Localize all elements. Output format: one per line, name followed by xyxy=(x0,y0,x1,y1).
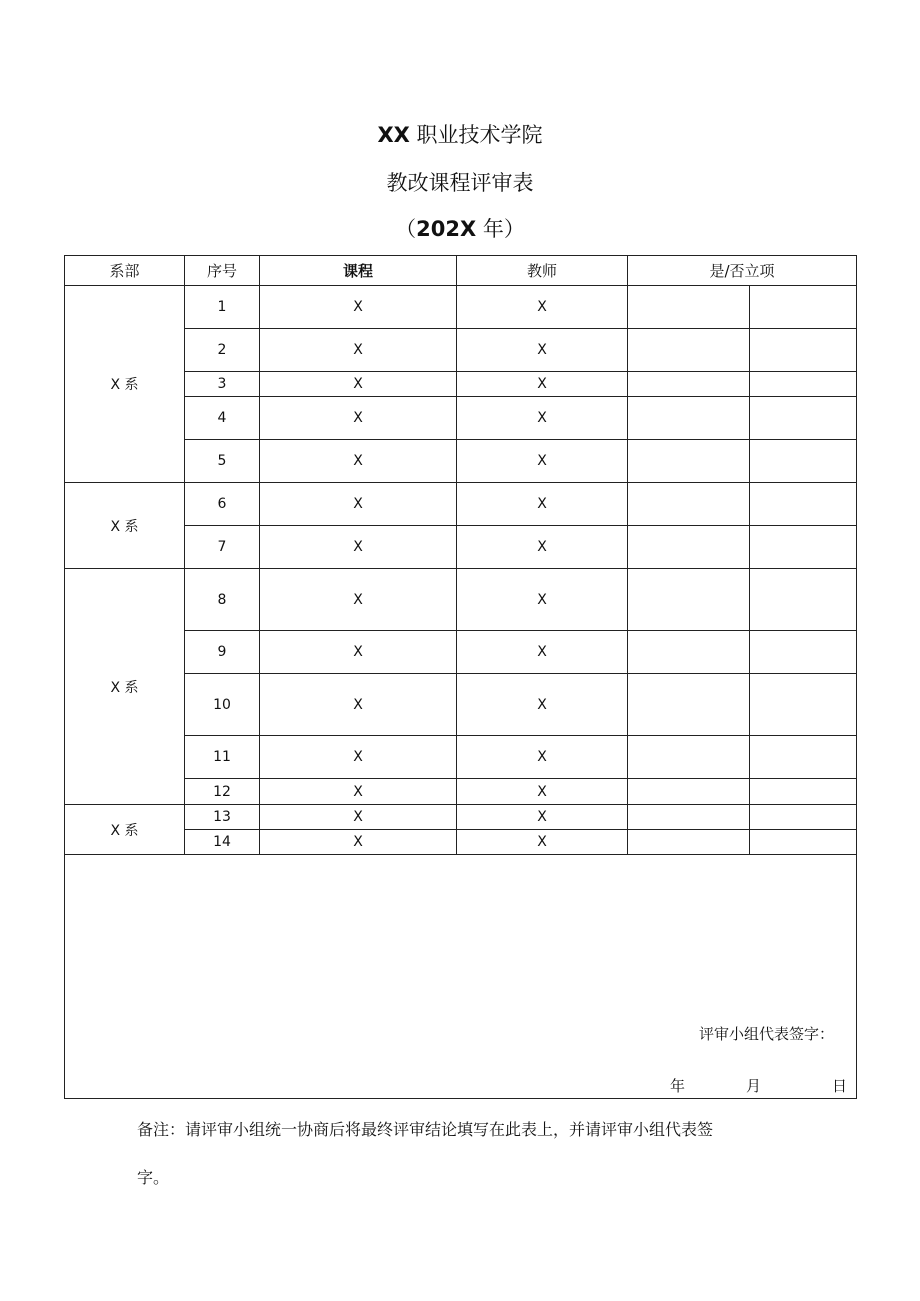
approval-no-cell[interactable] xyxy=(750,526,857,569)
approval-no-cell[interactable] xyxy=(750,372,857,397)
teacher-cell: X xyxy=(457,286,628,329)
date-year-label: 年 xyxy=(670,1077,686,1095)
table-row xyxy=(65,483,857,526)
approval-yes-cell[interactable] xyxy=(628,805,750,830)
note-line-1: 备注：请评审小组统一协商后将最终评审结论填写在此表上，并请评审小组代表签 xyxy=(137,1120,714,1139)
course-cell: X xyxy=(260,483,457,526)
number-cell: 13 xyxy=(185,805,260,830)
number-cell: 1 xyxy=(185,286,260,329)
course-cell: X xyxy=(260,397,457,440)
approval-yes-cell[interactable] xyxy=(628,830,750,855)
approval-yes-cell[interactable] xyxy=(628,397,750,440)
col-header-number: 序号 xyxy=(185,256,260,286)
approval-no-cell[interactable] xyxy=(750,830,857,855)
approval-no-cell[interactable] xyxy=(750,779,857,805)
table-row xyxy=(65,569,857,631)
course-cell: X xyxy=(260,674,457,736)
number-cell: 9 xyxy=(185,631,260,674)
dept-cell: X 系 xyxy=(65,569,185,805)
teacher-cell: X xyxy=(457,329,628,372)
course-cell: X xyxy=(260,372,457,397)
teacher-cell: X xyxy=(457,805,628,830)
approval-no-cell[interactable] xyxy=(750,329,857,372)
year-value: 202X xyxy=(416,217,477,241)
approval-yes-cell[interactable] xyxy=(628,440,750,483)
approval-yes-cell[interactable] xyxy=(628,372,750,397)
year-open: （ xyxy=(395,217,417,241)
number-cell: 12 xyxy=(185,779,260,805)
number-cell: 4 xyxy=(185,397,260,440)
teacher-cell: X xyxy=(457,397,628,440)
course-cell: X xyxy=(260,286,457,329)
teacher-cell: X xyxy=(457,779,628,805)
teacher-cell: X xyxy=(457,631,628,674)
col-header-approval: 是/否立项 xyxy=(628,256,857,286)
teacher-cell: X xyxy=(457,674,628,736)
teacher-cell: X xyxy=(457,526,628,569)
col-header-course: 课程 xyxy=(260,256,457,286)
number-cell: 14 xyxy=(185,830,260,855)
school-name-rest: 职业技术学院 xyxy=(409,123,543,147)
date-day-label: 日 xyxy=(832,1077,848,1095)
signature-row xyxy=(65,855,857,1099)
approval-yes-cell[interactable] xyxy=(628,329,750,372)
table-row xyxy=(65,805,857,830)
dept-cell: X 系 xyxy=(65,805,185,855)
number-cell: 11 xyxy=(185,736,260,779)
course-cell: X xyxy=(260,526,457,569)
review-table xyxy=(64,255,857,1099)
approval-yes-cell[interactable] xyxy=(628,674,750,736)
approval-no-cell[interactable] xyxy=(750,674,857,736)
teacher-cell: X xyxy=(457,483,628,526)
course-cell: X xyxy=(260,329,457,372)
dept-cell: X 系 xyxy=(65,483,185,569)
number-cell: 3 xyxy=(185,372,260,397)
approval-no-cell[interactable] xyxy=(750,631,857,674)
number-cell: 6 xyxy=(185,483,260,526)
approval-yes-cell[interactable] xyxy=(628,526,750,569)
teacher-cell: X xyxy=(457,569,628,631)
table-row xyxy=(65,286,857,329)
approval-no-cell[interactable] xyxy=(750,736,857,779)
number-cell: 2 xyxy=(185,329,260,372)
course-cell: X xyxy=(260,440,457,483)
teacher-cell: X xyxy=(457,440,628,483)
approval-yes-cell[interactable] xyxy=(628,286,750,329)
year-close: 年） xyxy=(476,217,525,241)
table-header-row xyxy=(65,256,857,286)
approval-no-cell[interactable] xyxy=(750,805,857,830)
course-cell: X xyxy=(260,736,457,779)
approval-no-cell[interactable] xyxy=(750,483,857,526)
form-title: 教改课程评审表 xyxy=(386,171,534,195)
approval-no-cell[interactable] xyxy=(750,286,857,329)
number-cell: 10 xyxy=(185,674,260,736)
course-cell: X xyxy=(260,631,457,674)
approval-yes-cell[interactable] xyxy=(628,779,750,805)
school-name xyxy=(0,121,920,149)
note-line-2: 字。 xyxy=(137,1168,170,1187)
approval-no-cell[interactable] xyxy=(750,440,857,483)
col-header-dept: 系部 xyxy=(65,256,185,286)
course-cell: X xyxy=(260,830,457,855)
school-name-bold: XX xyxy=(377,123,410,147)
course-cell: X xyxy=(260,779,457,805)
approval-yes-cell[interactable] xyxy=(628,569,750,631)
course-cell: X xyxy=(260,569,457,631)
course-cell: X xyxy=(260,805,457,830)
approval-yes-cell[interactable] xyxy=(628,483,750,526)
number-cell: 5 xyxy=(185,440,260,483)
signature-label: 评审小组代表签字： xyxy=(698,1025,834,1043)
number-cell: 7 xyxy=(185,526,260,569)
teacher-cell: X xyxy=(457,736,628,779)
teacher-cell: X xyxy=(457,830,628,855)
number-cell: 8 xyxy=(185,569,260,631)
date-month-label: 月 xyxy=(746,1077,762,1095)
review-comments-area[interactable] xyxy=(65,855,857,1099)
col-header-teacher: 教师 xyxy=(457,256,628,286)
dept-cell: X 系 xyxy=(65,286,185,483)
approval-yes-cell[interactable] xyxy=(628,631,750,674)
approval-no-cell[interactable] xyxy=(750,569,857,631)
teacher-cell: X xyxy=(457,372,628,397)
approval-no-cell[interactable] xyxy=(750,397,857,440)
form-year xyxy=(0,215,920,243)
approval-yes-cell[interactable] xyxy=(628,736,750,779)
